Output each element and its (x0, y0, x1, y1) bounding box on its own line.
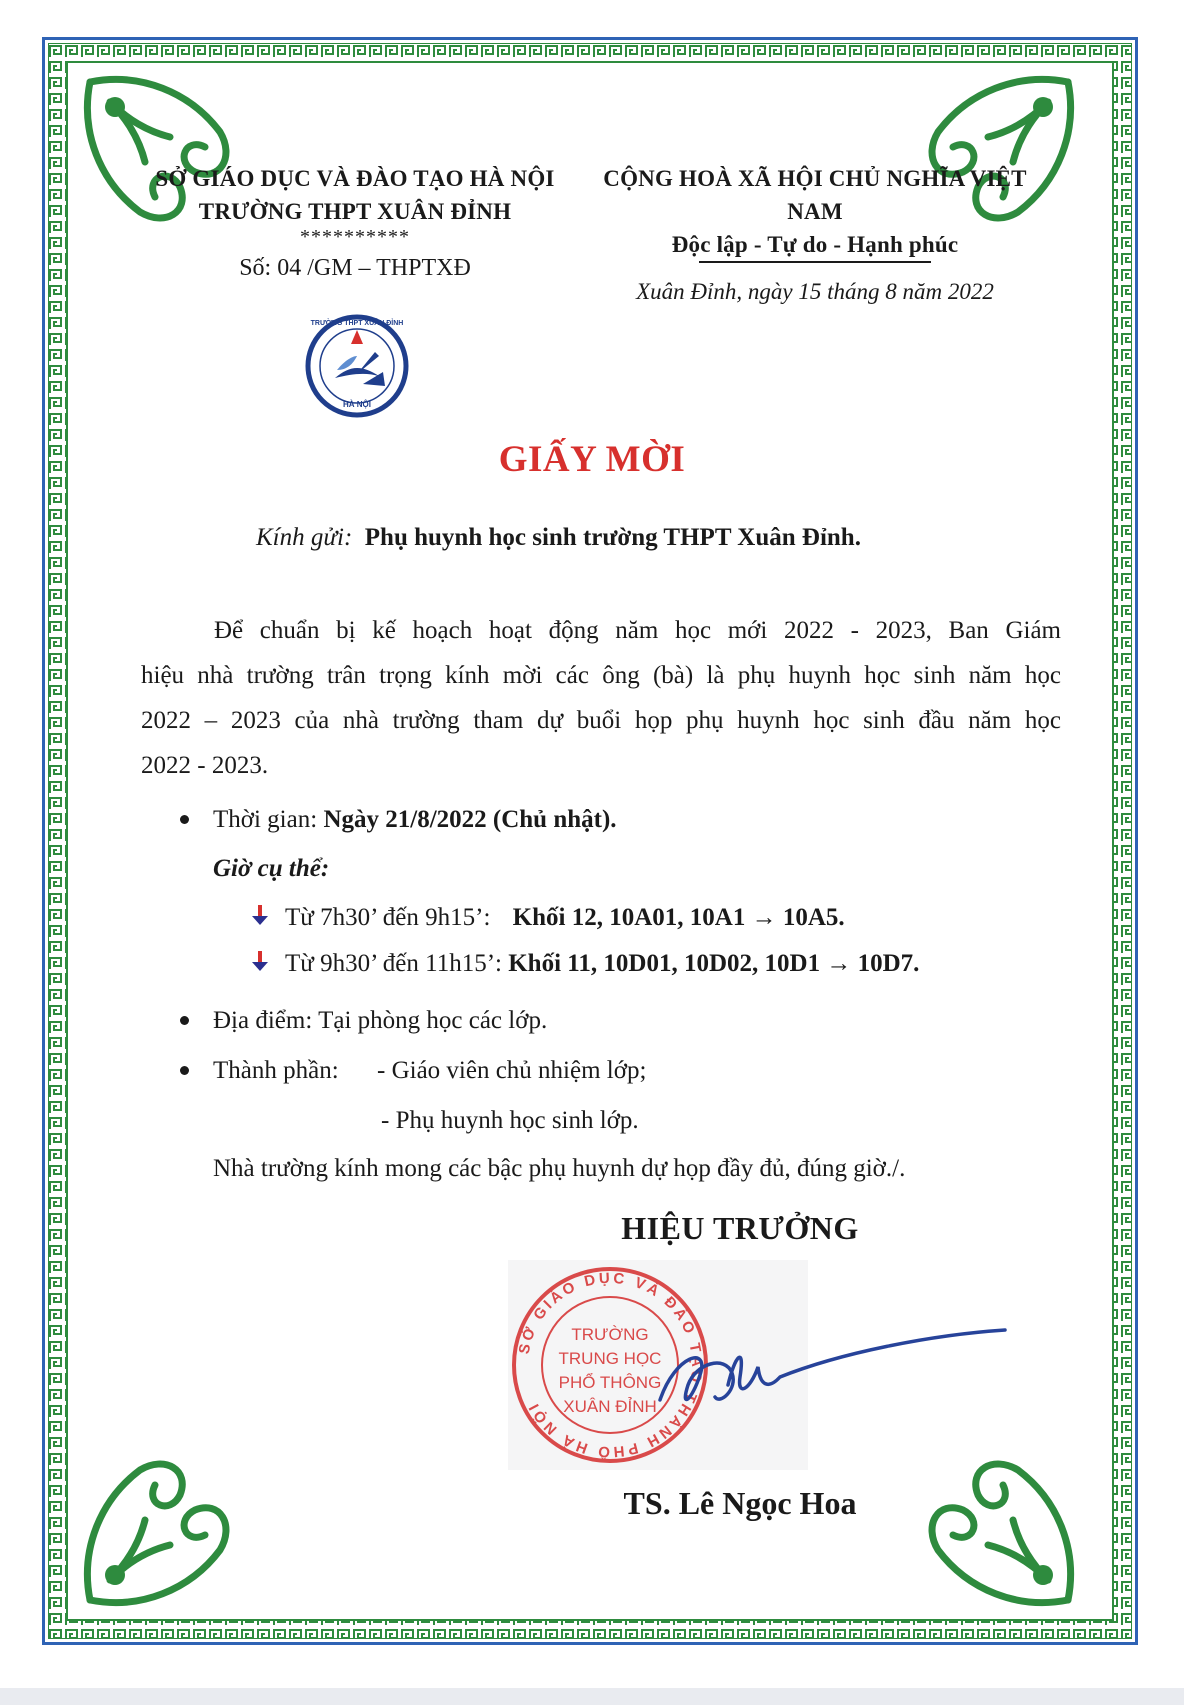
signer-name: TS. Lê Ngọc Hoa (623, 1485, 857, 1521)
meeting-time (213, 797, 617, 842)
schedule-groups-1: Khối 12, 10A01, 10A1 → 10A5. (512, 904, 845, 931)
header-left (150, 162, 560, 290)
logo-bottom-text: HÀ NỘI (343, 400, 371, 409)
stamp-line-1: TRƯỜNG (571, 1325, 649, 1344)
down-arrow-bullet-icon (250, 950, 270, 972)
schedule-time-1: Từ 7h30’ đến 9h15’: (285, 904, 491, 931)
handwritten-signature-icon (640, 1315, 1010, 1425)
schedule-time-2: Từ 9h30’ đến 11h15’: (285, 950, 502, 977)
meeting-location: Địa điểm: Tại phòng học các lớp. (213, 1007, 548, 1034)
participants-label: Thành phần: (213, 1057, 339, 1084)
document-number: Số: 04 /GM – THPTXĐ (239, 255, 471, 281)
signer-position: HIỆU TRƯỞNG (621, 1210, 859, 1246)
bullet-icon (180, 1016, 189, 1025)
stamp-line-4: XUÂN ĐỈNH (563, 1397, 657, 1416)
body-line-3: 2022 – 2023 của nhà trường tham dự buổi họp phụ huynh học sinh đầu năm học (141, 707, 1061, 734)
logo-top-text: TRƯỜNG THPT XUÂN ĐỈNH (310, 320, 404, 327)
header-right (580, 162, 1050, 321)
recipient-value: Phụ huynh học sinh trường THPT Xuân Đỉnh. (364, 524, 861, 551)
time-value: Ngày 21/8/2022 (Chủ nhật). (323, 806, 617, 833)
recipient-line (256, 524, 861, 552)
schedule-row-2 (285, 941, 919, 986)
body-line-4: 2022 - 2023. (141, 752, 269, 779)
closing-sentence: Nhà trường kính mong các bậc phụ huynh dự họp đầy đủ, đúng giờ./. (213, 1155, 906, 1182)
body-line-2: hiệu nhà trường trân trọng kính mời các ông (bà) là phụ huynh học sinh năm học (141, 662, 1061, 689)
stamp-line-3: PHỔ THÔNG (558, 1373, 662, 1392)
bullet-icon (180, 1066, 189, 1075)
bullet-icon (180, 815, 189, 824)
viewer-bottom-strip (0, 1688, 1184, 1705)
header-stars: ********** (300, 226, 410, 248)
body-line-1: Để chuẩn bị kế hoạch hoạt động năm học mới 2022 - 2023, Ban Giám (214, 617, 1061, 644)
schedule-groups-2: Khối 11, 10D01, 10D02, 10D1 → 10D7. (508, 950, 920, 977)
national-motto: Độc lập - Tự do - Hạnh phúc (671, 232, 959, 257)
stamp-line-2: TRUNG HỌC (558, 1349, 662, 1368)
schedule-row-1 (285, 895, 845, 940)
participant-item-2: - Phụ huynh học sinh lớp. (381, 1107, 639, 1134)
national-title: CỘNG HOÀ XÃ HỘI CHỦ NGHĨA VIỆT NAM (603, 166, 1027, 224)
recipient-label: Kính gửi: (256, 524, 353, 551)
corner-ornament-bottom-right-icon (898, 1450, 1088, 1620)
issue-date: Xuân Đỉnh, ngày 15 tháng 8 năm 2022 (636, 279, 994, 304)
schedule-heading: Giờ cụ thể: (213, 855, 330, 882)
down-arrow-bullet-icon (250, 904, 270, 926)
school-name: TRƯỜNG THPT XUÂN ĐỈNH (198, 199, 512, 224)
participant-item-1: - Giáo viên chủ nhiệm lớp; (377, 1057, 647, 1084)
body-paragraph (141, 608, 1061, 788)
corner-ornament-bottom-left-icon (70, 1450, 260, 1620)
document-title: GIẤY MỜI (498, 439, 686, 480)
department-name: SỞ GIÁO DỤC VÀ ĐÀO TẠO HÀ NỘI (155, 166, 555, 191)
stamp-ring-text: SỞ GIÁO DỤC VÀ ĐÀO TẠO THÀNH PHỐ HÀ NỘI (515, 1269, 706, 1461)
school-logo (305, 314, 409, 418)
time-label: Thời gian: (213, 806, 324, 833)
